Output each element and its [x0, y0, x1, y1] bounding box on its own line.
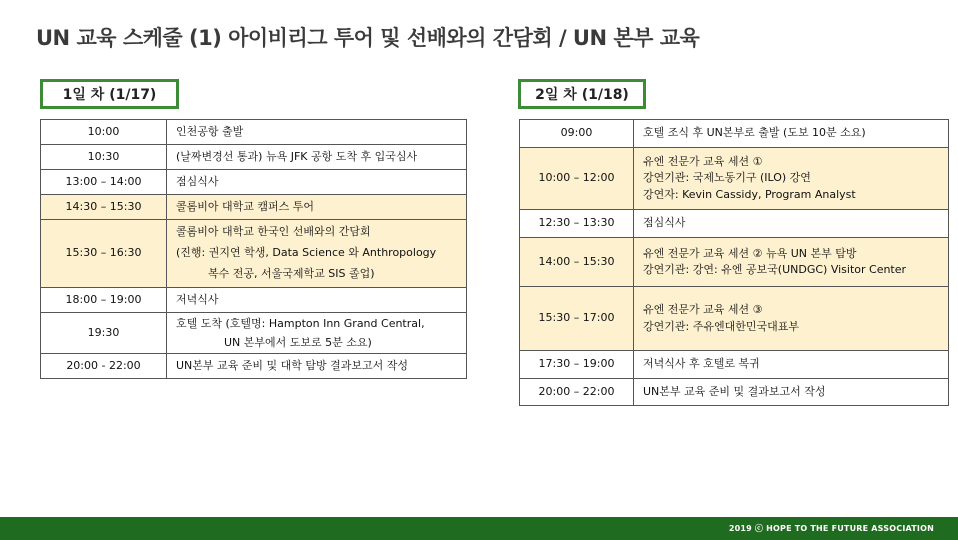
- table-row: [520, 351, 949, 379]
- activity-cell: [634, 287, 949, 351]
- activity-line: 유엔 전문가 교육 세션 ② 뉴욕 UN 본부 탐방: [643, 246, 857, 260]
- activity-line: (진행: 권지연 학생, Data Science 와 Anthropology: [176, 246, 437, 260]
- activity-line: 유엔 전문가 교육 세션 ①: [643, 154, 763, 168]
- table-row: [520, 379, 949, 406]
- activity-line: 인천공항 출발: [176, 124, 244, 138]
- table-row: [41, 313, 467, 354]
- activity-line: 강연자: Kevin Cassidy, Program Analyst: [643, 187, 856, 201]
- footer-copyright: 2019 ⓒ HOPE TO THE FUTURE ASSOCIATION: [728, 524, 934, 533]
- activity-cell: [167, 145, 467, 170]
- activity-line: 점심식사: [643, 216, 686, 230]
- time-cell: 17:30 – 19:00: [520, 351, 634, 379]
- activity-cell: [167, 120, 467, 145]
- activity-cell: [634, 120, 949, 148]
- time-cell: 18:00 – 19:00: [41, 288, 167, 313]
- activity-line: 저녁식사: [176, 292, 219, 306]
- activity-line: UN본부 교육 준비 및 결과보고서 작성: [643, 384, 826, 398]
- table-row: [520, 148, 949, 210]
- time-cell: 14:30 – 15:30: [41, 195, 167, 220]
- activity-cell: [167, 354, 467, 379]
- table-row: [41, 170, 467, 195]
- activity-cell: [634, 148, 949, 210]
- activity-line: 강연기관: 국제노동기구 (ILO) 강연: [643, 171, 811, 185]
- time-cell: 19:30: [41, 313, 167, 354]
- time-cell: 20:00 – 22:00: [520, 379, 634, 406]
- activity-line: UN 본부에서 도보로 5분 소요): [224, 336, 372, 349]
- day1-label: 1일 차 (1/17): [40, 79, 179, 109]
- time-cell: 15:30 – 16:30: [41, 220, 167, 288]
- activity-cell: [167, 288, 467, 313]
- activity-cell: [167, 170, 467, 195]
- activity-cell: [167, 313, 467, 354]
- time-cell: 20:00 - 22:00: [41, 354, 167, 379]
- table-row: [41, 195, 467, 220]
- time-cell: 09:00: [520, 120, 634, 148]
- activity-cell: [167, 220, 467, 288]
- table-row: [520, 238, 949, 287]
- activity-line: (날짜변경선 통과) 뉴욕 JFK 공항 도착 후 입국심사: [176, 149, 418, 163]
- activity-line: 콜롬비아 대학교 한국인 선배와의 간담회: [176, 225, 371, 239]
- activity-line: 호텔 조식 후 UN본부로 출발 (도보 10분 소요): [643, 126, 866, 140]
- activity-line: 강연기관: 주유엔대한민국대표부: [643, 319, 799, 333]
- table-row: [41, 354, 467, 379]
- day2-label: 2일 차 (1/18): [518, 79, 646, 109]
- footer-bar: [0, 517, 958, 540]
- table-row: [41, 220, 467, 288]
- time-cell: 15:30 – 17:00: [520, 287, 634, 351]
- table-row: [520, 210, 949, 238]
- activity-cell: [634, 379, 949, 406]
- activity-line: 복수 전공, 서울국제학교 SIS 졸업): [208, 266, 375, 280]
- activity-cell: [167, 195, 467, 220]
- day2-schedule-table: [519, 119, 949, 406]
- table-row: [520, 287, 949, 351]
- time-cell: 13:00 – 14:00: [41, 170, 167, 195]
- activity-line: 저녁식사 후 호텔로 복귀: [643, 357, 760, 371]
- activity-cell: [634, 238, 949, 287]
- table-row: [41, 288, 467, 313]
- page-title: UN 교육 스케줄 (1) 아이비리그 투어 및 선배와의 간담회 / UN 본부 교육: [36, 26, 700, 50]
- table-row: [41, 145, 467, 170]
- activity-line: 강연기관: 강연: 유엔 공보국(UNDGC) Visitor Center: [643, 263, 907, 276]
- activity-cell: [634, 351, 949, 379]
- day1-schedule-table: [40, 119, 467, 379]
- time-cell: 12:30 – 13:30: [520, 210, 634, 238]
- activity-line: 점심식사: [176, 174, 219, 188]
- time-cell: 10:00 – 12:00: [520, 148, 634, 210]
- time-cell: 10:30: [41, 145, 167, 170]
- time-cell: 10:00: [41, 120, 167, 145]
- activity-cell: [634, 210, 949, 238]
- table-row: [41, 120, 467, 145]
- activity-line: UN본부 교육 준비 및 대학 탐방 결과보고서 작성: [176, 358, 409, 372]
- activity-line: 콜롬비아 대학교 캠퍼스 투어: [176, 199, 315, 213]
- activity-line: 유엔 전문가 교육 세션 ③: [643, 303, 763, 316]
- time-cell: 14:00 – 15:30: [520, 238, 634, 287]
- table-row: [520, 120, 949, 148]
- activity-line: 호텔 도착 (호텔명: Hampton Inn Grand Central,: [176, 316, 425, 330]
